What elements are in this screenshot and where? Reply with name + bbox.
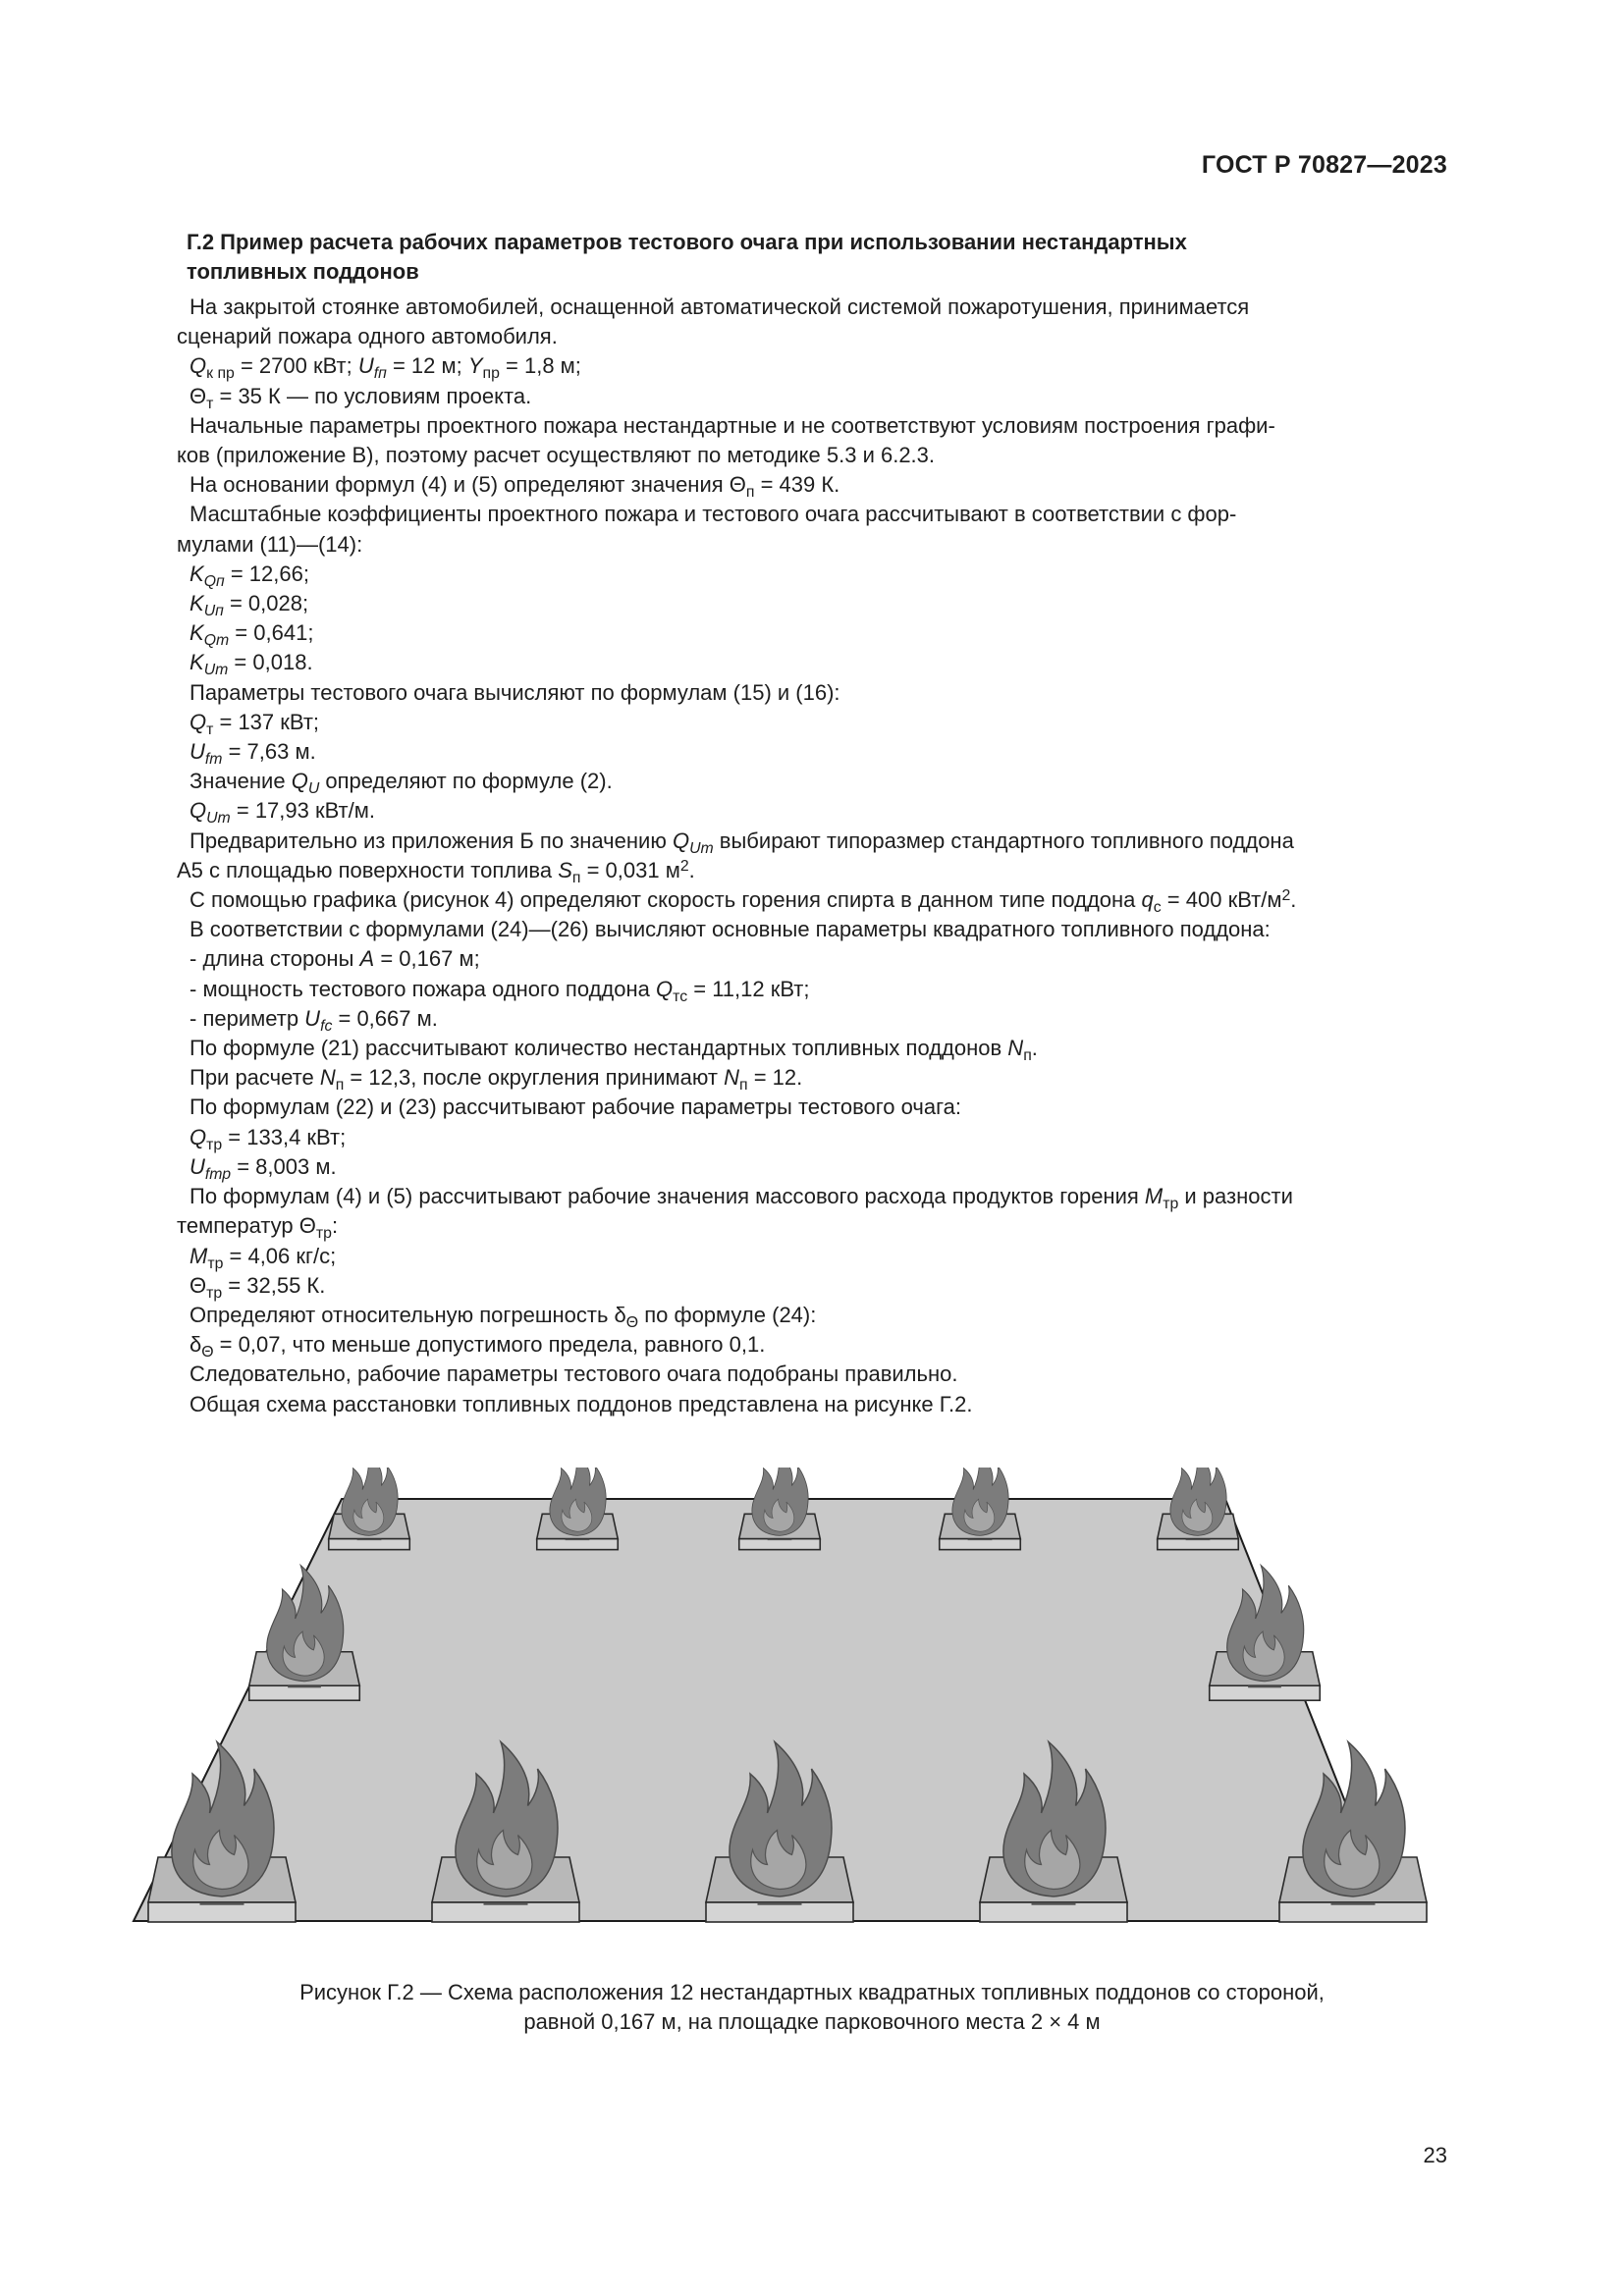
heading-line: топливных поддонов — [187, 259, 419, 284]
paragraph: Начальные параметры проектного пожара нестандартные и не соответствуют условиям построения графи- — [189, 412, 1275, 438]
formula-line: $K_{Uп} = 0,028$; — [189, 591, 309, 620]
formula-line: $U_{fт} = 7,63$ м. — [189, 739, 316, 769]
section-heading — [177, 228, 1447, 287]
document-code: ГОСТ Р 70827—2023 — [1201, 151, 1447, 179]
formula-line: $Q_{тр} = 133,4$ кВт; — [189, 1124, 347, 1153]
formula-line: $M_{тр} = 4,06$ кг/с; — [189, 1243, 337, 1272]
figure-caption — [177, 1978, 1447, 2037]
formula-line: $K_{Qп} = 12,66$; — [189, 561, 309, 590]
paragraph: Масштабные коэффициенты проектного пожара и тестового очага рассчитывают в соответствии с фор- — [189, 502, 1237, 527]
paragraph: Предварительно из приложения Б по значению $Q_{Uт}$ выбирают типоразмер стандартного топливного поддона — [189, 828, 1294, 857]
formula-line: $\Theta_{тр} = 32,55$ К. — [189, 1272, 326, 1302]
formula-line: $\Theta_т = 35$ К — по условиям проекта. — [189, 383, 532, 412]
paragraph: При расчете $N_п = 12,3$, после округления принимают $N_п = 12$. — [189, 1065, 803, 1095]
list-item: - длина стороны A = 0,167 м; — [189, 946, 480, 972]
caption-line: Рисунок Г.2 — Схема расположения 12 нестандартных квадратных топливных поддонов со стороной, — [299, 1980, 1325, 2004]
main-content — [177, 228, 1447, 1419]
formula-line: $\delta_\Theta = 0,07$, что меньше допустимого предела, равного 0,1. — [189, 1332, 766, 1362]
formula-line: $U_{fтр} = 8,003$ м. — [189, 1153, 337, 1183]
formula-line: $Q_{Uт} = 17,93$ кВт/м. — [189, 798, 375, 828]
caption-line: равной 0,167 м, на площадке парковочного места 2 × 4 м — [523, 2009, 1101, 2034]
list-item: - мощность тестового пожара одного поддона $Q_{тс} = 11,12$ кВт; — [189, 976, 810, 1005]
figure-svg — [116, 1468, 1451, 1958]
paragraph: Значение $Q_U$ определяют по формуле (2). — [189, 769, 613, 798]
formula-line: $K_{Qт} = 0,641$; — [189, 620, 314, 650]
heading-line: Г.2 Пример расчета рабочих параметров тестового очага при использовании нестандартных — [187, 230, 1187, 254]
formula-line: $Q_{к пр} = 2700$ кВт; $U_{fп} = 12$ м; $Y_{пр} = 1,8$ м; — [189, 353, 581, 383]
paragraph: Следовательно, рабочие параметры тестового очага подобраны правильно. — [189, 1362, 958, 1387]
list-item: - периметр $U_{fc} = 0,667$ м. — [189, 1005, 438, 1035]
formula-line: $Q_т = 137$ кВт; — [189, 709, 320, 738]
formula-line: $K_{Uт} = 0,018$. — [189, 650, 313, 679]
paragraph: Общая схема расстановки топливных поддонов представлена на рисунке Г.2. — [189, 1391, 973, 1416]
paragraph: Определяют относительную погрешность $\delta_\Theta$ по формуле (24): — [189, 1302, 817, 1331]
paragraph: По формуле (21) рассчитывают количество нестандартных топливных поддонов $N_п$. — [189, 1036, 1038, 1065]
paragraph: В соответствии с формулами (24)—(26) вычисляют основные параметры квадратного топливного поддона: — [189, 917, 1271, 942]
formula-line: На основании формул (4) и (5) определяют значения $\Theta_п = 439$ К. — [189, 472, 840, 502]
paragraph-cont: ков (приложение В), поэтому расчет осуществляют по методике 5.3 и 6.2.3. — [177, 443, 936, 468]
paragraph-cont: сценарий пожара одного автомобиля. — [177, 324, 558, 349]
paragraph: Параметры тестового очага вычисляют по формулам (15) и (16): — [189, 679, 840, 705]
paragraph-cont: температур $\Theta_{тр}$: — [177, 1213, 339, 1243]
paragraph: По формулам (4) и (5) рассчитывают рабочие значения массового расхода продуктов горения $M_{тр}$ и разности — [189, 1184, 1293, 1213]
figure-tray-layout — [116, 1468, 1451, 1958]
paragraph-cont: мулами (11)—(14): — [177, 531, 363, 557]
paragraph: По формулам (22) и (23) рассчитывают рабочие параметры тестового очага: — [189, 1095, 961, 1120]
paragraph: На закрытой стоянке автомобилей, оснащенной автоматической системой пожаротушения, принимается — [189, 294, 1250, 319]
paragraph: С помощью графика (рисунок 4) определяют скорость горения спирта в данном типе поддона $q_с = 400$ кВт/$м^2$. — [189, 886, 1297, 917]
paragraph-cont: А5 с площадью поверхности топлива $S_п = 0,031$ $м^2$. — [177, 857, 695, 886]
page-number: 23 — [1423, 2143, 1447, 2167]
